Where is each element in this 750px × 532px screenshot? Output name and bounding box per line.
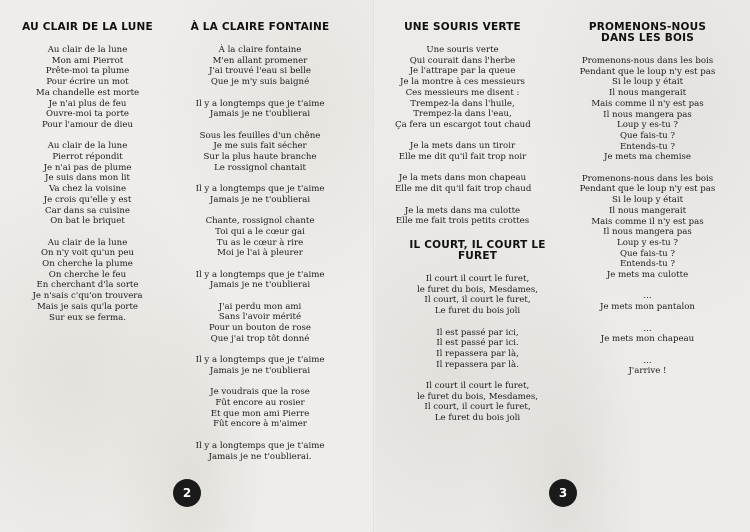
song-title: À LA CLAIRE FONTAINE — [190, 21, 330, 33]
stanza — [20, 238, 155, 324]
lyric-line: Je mets ma culotte — [606, 270, 689, 281]
lyric-line: Ma chandelle est morte — [35, 87, 140, 98]
lyric-line: Je mets ma chemise — [604, 152, 691, 163]
lyric-line: Entends-tu ? — [619, 141, 676, 152]
lyric-line: Il court, il court le furet, — [424, 402, 531, 413]
song-title: PROMENONS-NOUS DANS LES BOIS — [588, 21, 707, 44]
lyric-line: Il repassera par là. — [436, 359, 519, 370]
stanza — [190, 441, 330, 462]
lyric-line: Promenons-nous dans les bois — [581, 173, 714, 184]
lyric-line: Trempez-la dans l'eau, — [413, 109, 512, 120]
stanza — [20, 45, 155, 131]
lyric-line: Je voudrais que la rose — [210, 387, 310, 398]
page-number-badge: 3 — [549, 479, 577, 507]
lyric-line: le furet du bois, Mesdames, — [416, 284, 539, 295]
lyric-line: Sans l'avoir mérité — [218, 312, 302, 323]
lyric-line: Je la mets dans ma culotte — [404, 205, 521, 216]
lyric-line: Mon ami Pierrot — [51, 55, 124, 66]
lyric-line: On n'y voit qu'un peu — [40, 248, 135, 259]
lyric-line: ... — [643, 291, 652, 302]
lyric-line: En cherchant d'la sorte — [36, 280, 139, 291]
lyric-line: Le furet du bois joli — [434, 413, 521, 424]
lyric-line: Elle me dit qu'il fait trop noir — [398, 152, 527, 163]
lyric-line: Si le loup y était — [611, 77, 684, 88]
lyric-line: Mais comme il n'y est pas — [591, 98, 704, 109]
stanza — [395, 141, 530, 162]
page-number-badge: 2 — [173, 479, 201, 507]
lyric-line: Mais je sais qu'la porte — [36, 301, 139, 312]
lyric-line: Elle me dit qu'il fait trop chaud — [395, 184, 532, 195]
lyric-line: Je crois qu'elle y est — [43, 194, 132, 205]
lyric-line: Si le loup y était — [611, 195, 684, 206]
lyric-line: Pour écrire un mot — [46, 77, 129, 88]
song-column — [395, 22, 530, 238]
lyric-line: Il court, il court le furet, — [424, 295, 531, 306]
lyric-line: Au clair de la lune — [47, 45, 128, 55]
stanza — [190, 216, 330, 259]
lyric-line: Il est passé par ici. — [436, 338, 519, 349]
lyric-line: Fût encore au rosier — [215, 398, 305, 409]
stanza — [575, 324, 720, 345]
song-column — [575, 22, 720, 388]
lyric-line: Je mets mon chapeau — [600, 334, 695, 345]
stanza — [395, 206, 530, 227]
lyric-line: Je la mets dans mon chapeau — [398, 173, 527, 184]
lyric-line: Il y a longtemps que je t'aime — [195, 98, 325, 109]
stanza — [190, 355, 330, 376]
lyric-line: Sous les feuilles d'un chêne — [199, 130, 321, 141]
lyric-line: Va chez la voisine — [48, 184, 127, 195]
song-title: IL COURT, IL COURT LE FURET — [409, 239, 546, 262]
lyric-line: Chante, rossignol chante — [205, 216, 315, 227]
lyric-line: Je la montre à ces messieurs — [400, 77, 525, 88]
lyric-line: Au clair de la lune — [47, 141, 128, 152]
lyric-line: Jamais je ne t'oublierai — [209, 109, 311, 120]
lyric-line: Prête-moi ta plume — [45, 66, 130, 77]
lyric-line: Fût encore à m'aimer — [213, 419, 307, 430]
lyric-line: Toi qui a le cœur gai — [215, 226, 305, 237]
stanza — [395, 381, 560, 424]
lyric-line: Loup y es-tu ? — [617, 120, 678, 131]
stanza — [190, 131, 330, 174]
lyric-line: Il y a longtemps que je t'aime — [195, 355, 325, 366]
lyric-line: Entends-tu ? — [619, 259, 676, 270]
song-title: AU CLAIR DE LA LUNE — [22, 21, 153, 33]
lyric-line: Que fais-tu ? — [619, 130, 676, 141]
stanza — [190, 387, 330, 430]
lyric-line: Je n'ai pas de plume — [43, 162, 132, 173]
lyric-line: Pendant que le loup n'y est pas — [579, 66, 716, 77]
lyric-line: M'en allant promener — [212, 55, 308, 66]
lyric-line: Je la mets dans un tiroir — [409, 141, 516, 152]
lyric-line: On cherche la plume — [42, 259, 133, 270]
lyric-line: Ça fera un escargot tout chaud — [395, 119, 531, 130]
stanza — [20, 141, 155, 227]
lyric-line: Que je m'y suis baigné — [210, 77, 310, 88]
lyric-line: Le rossignol chantait — [214, 162, 306, 173]
lyric-line: Il nous mangerait — [608, 88, 687, 99]
lyric-line: Loup y es-tu ? — [617, 237, 678, 248]
stanza — [395, 274, 560, 317]
lyric-line: Mais comme il n'y est pas — [591, 216, 704, 227]
stanza — [190, 302, 330, 345]
song-column — [20, 22, 155, 334]
lyric-line: J'ai perdu mon ami — [218, 301, 302, 312]
lyric-line: Que fais-tu ? — [619, 248, 676, 259]
lyric-line: Il y a longtemps que je t'aime — [195, 440, 325, 451]
lyric-line: Jamais je ne t'oublierai — [209, 365, 311, 376]
lyric-line: le furet du bois, Mesdames, — [416, 391, 539, 402]
lyric-line: Il y a longtemps que je t'aime — [195, 184, 325, 195]
lyric-line: Il nous mangera pas — [603, 227, 692, 238]
stanza — [190, 99, 330, 120]
lyric-line: Il court il court le furet, — [425, 274, 530, 284]
lyric-line: Je l'attrape par la queue — [409, 66, 516, 77]
lyric-line: J'ai trouvé l'eau si belle — [208, 66, 311, 77]
lyric-line: Moi je l'ai à pleurer — [217, 248, 303, 259]
lyric-line: À la claire fontaine — [218, 45, 302, 55]
stanza — [190, 270, 330, 291]
lyric-line: Au clair de la lune — [47, 237, 128, 248]
lyric-line: Jamais je ne t'oublierai — [209, 280, 311, 291]
lyric-line: Pendant que le loup n'y est pas — [579, 184, 716, 195]
stanza — [575, 56, 720, 163]
lyric-line: On bat le briquet — [50, 216, 125, 227]
lyric-line: Promenons-nous dans les bois — [581, 56, 714, 66]
stanza — [575, 174, 720, 281]
lyric-line: Pour un bouton de rose — [209, 323, 311, 334]
lyric-line: Pour l'amour de dieu — [41, 119, 134, 130]
lyric-line: Ouvre-moi ta porte — [46, 109, 129, 120]
lyric-line: Jamais je ne t'oublierai. — [208, 451, 312, 462]
song-column — [395, 240, 560, 435]
song-column — [190, 22, 330, 473]
lyric-line: Il repassera par là, — [436, 348, 519, 359]
lyric-line: Une souris verte — [426, 45, 499, 55]
lyric-line: Ces messieurs me disent : — [405, 87, 520, 98]
stanza — [190, 184, 330, 205]
lyric-line: Il est passé par ici, — [436, 327, 519, 338]
song-title: UNE SOURIS VERTE — [404, 21, 521, 33]
lyric-line: Je me suis fait sécher — [213, 141, 307, 152]
lyric-line: J'arrive ! — [628, 366, 667, 377]
lyric-line: Tu as le cœur à rire — [216, 237, 304, 248]
stanza — [395, 328, 560, 371]
lyric-line: Le furet du bois joli — [434, 306, 521, 317]
stanza — [575, 291, 720, 312]
stanza — [395, 45, 530, 131]
stanza — [575, 356, 720, 377]
lyric-line: Trempez-la dans l'huile, — [410, 98, 515, 109]
stanza — [190, 45, 330, 88]
lyric-line: Je n'sais c'qu'on trouvera — [32, 291, 143, 302]
stanza — [395, 173, 530, 194]
lyric-line: Je suis dans mon lit — [45, 173, 130, 184]
lyric-line: Sur eux se ferma. — [48, 312, 127, 323]
lyric-line: Il nous mangerait — [608, 205, 687, 216]
lyric-line: ... — [643, 323, 652, 334]
lyric-line: Il court il court le furet, — [425, 381, 530, 391]
lyric-line: Je mets mon pantalon — [600, 302, 695, 313]
lyric-line: Je n'ai plus de feu — [48, 98, 127, 109]
lyric-line: Car dans sa cuisine — [45, 205, 130, 216]
lyric-line: Sur la plus haute branche — [203, 152, 317, 162]
lyric-line: Que j'ai trop tôt donné — [210, 333, 310, 344]
lyric-line: Elle me fait trois petits crottes — [395, 216, 530, 227]
lyric-line: Qui courait dans l'herbe — [409, 55, 516, 66]
lyric-line: ... — [643, 355, 652, 366]
lyric-line: Il nous mangera pas — [603, 109, 692, 120]
lyric-line: Jamais je ne t'oublierai — [209, 194, 311, 205]
lyric-line: Pierrot répondit — [52, 152, 123, 163]
lyric-line: Et que mon ami Pierre — [210, 408, 310, 419]
lyric-line: Il y a longtemps que je t'aime — [195, 269, 325, 280]
lyric-line: On cherche le feu — [48, 269, 127, 280]
right-page — [375, 0, 750, 532]
